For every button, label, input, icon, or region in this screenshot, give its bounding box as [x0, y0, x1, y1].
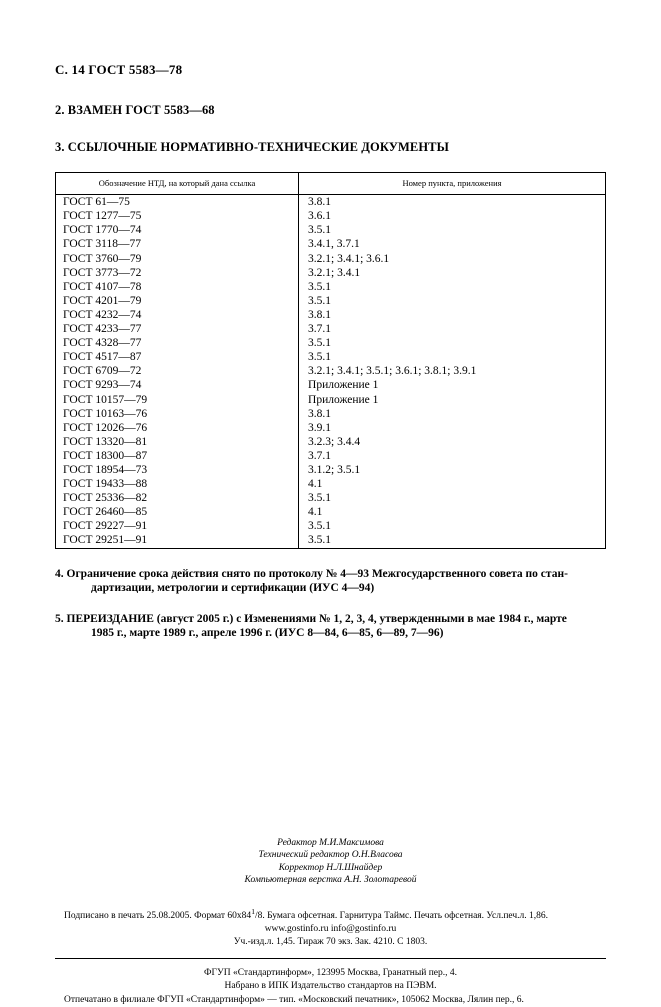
table-cell-ref: Приложение 1 [308, 379, 379, 392]
table-header-row [56, 173, 606, 195]
table-cell-doc: ГОСТ 4233—77 [63, 323, 142, 336]
table-cell-ref: 3.4.1, 3.7.1 [308, 238, 360, 251]
credit-corrector: Корректор Н.Л.Шнайдер [278, 862, 383, 873]
table-column-documents [56, 195, 299, 548]
table-body-row [56, 195, 606, 548]
table-cell-ref: 3.8.1 [308, 308, 332, 321]
table-cell-doc: ГОСТ 1770—74 [63, 224, 142, 237]
table-cell-doc: ГОСТ 9293—74 [63, 379, 142, 392]
publisher-block [55, 967, 606, 1007]
table-cell-doc: ГОСТ 29227—91 [63, 520, 148, 533]
table-cell-ref: 4.1 [308, 478, 323, 491]
imprint-block [55, 905, 606, 949]
table-cell-ref: 3.2.1; 3.4.1 [308, 266, 361, 279]
table-cell-ref: 3.5.1 [308, 294, 332, 307]
reference-documents-table [55, 172, 606, 549]
footer-divider [55, 958, 606, 959]
table-cell-doc: ГОСТ 25336—82 [63, 492, 148, 505]
table-cell-doc: ГОСТ 61—75 [63, 196, 130, 209]
table-cell-ref: 3.2.3; 3.4.4 [308, 435, 361, 448]
table-cell-ref: 3.2.1; 3.4.1; 3.5.1; 3.6.1; 3.8.1; 3.9.1 [308, 365, 477, 378]
table-cell-ref: 3.7.1 [308, 449, 332, 462]
table-cell-doc: ГОСТ 26460—85 [63, 506, 148, 519]
table-cell-ref: 3.5.1 [308, 280, 332, 293]
credit-technical-editor: Технический редактор О.Н.Власова [258, 850, 403, 861]
note-item-4-line-2: дартизации, метрологии и сертификации (ИУС 4—94) [91, 582, 375, 595]
credits-block [55, 837, 606, 887]
table-cell-doc: ГОСТ 1277—75 [63, 210, 142, 223]
table-cell-ref: 3.8.1 [308, 196, 332, 209]
table-cell-doc: ГОСТ 12026—76 [63, 421, 148, 434]
table-cell-doc: ГОСТ 19433—88 [63, 478, 148, 491]
table-cell-ref: 3.7.1 [308, 323, 332, 336]
table-cell-ref: 3.1.2; 3.5.1 [308, 463, 361, 476]
table-body [56, 195, 606, 548]
table-cell-doc: ГОСТ 6709—72 [63, 365, 142, 378]
table-cell-ref: 3.5.1 [308, 520, 332, 533]
table-cell-doc: ГОСТ 18954—73 [63, 463, 148, 476]
table-cell-doc: ГОСТ 3773—72 [63, 266, 142, 279]
imprint-print-suffix: Бумага офсетная. Гарнитура Таймс. Печать офсетная. Усл.печ.л. 1,86. [264, 910, 549, 921]
note-item-5-line-1: 5. ПЕРЕИЗДАНИЕ (август 2005 г.) с Изменениями № 1, 2, 3, 4, утвержденными в мае 1984 г., марте [55, 612, 567, 625]
section-2-heading: 2. ВЗАМЕН ГОСТ 5583—68 [55, 103, 215, 117]
table-cell-ref: 3.5.1 [308, 224, 332, 237]
table-cell-ref: 3.2.1; 3.4.1; 3.6.1 [308, 252, 390, 265]
table-cell-doc: ГОСТ 10163—76 [63, 407, 148, 420]
table-cell-ref: 3.6.1 [308, 210, 332, 223]
table-cell-doc: ГОСТ 4107—78 [63, 280, 142, 293]
publisher-address: ФГУП «Стандартинформ», 123995 Москва, Гранатный пер., 4. [203, 967, 458, 978]
table-header-reference: Номер пункта, приложения [299, 173, 606, 195]
table-header-document: Обозначение НТД, на который дана ссылка [56, 173, 299, 195]
table-cell-doc: ГОСТ 4201—79 [63, 294, 142, 307]
credit-layout: Компьютерная верстка А.Н. Золотаревой [244, 875, 417, 886]
note-item-4 [55, 567, 606, 596]
credit-editor: Редактор М.И.Максимова [277, 837, 384, 848]
table-cell-doc: ГОСТ 13320—81 [63, 435, 148, 448]
publisher-typeset: Набрано в ИПК Издательство стандартов на ПЭВМ. [224, 981, 437, 992]
table-cell-doc: ГОСТ 4517—87 [63, 351, 142, 364]
table-header [56, 173, 606, 195]
table-cell-doc: ГОСТ 3760—79 [63, 252, 142, 265]
table-cell-ref: 4.1 [308, 506, 323, 519]
publisher-printed-by: Отпечатано в филиале ФГУП «Стандартинформ» — тип. «Московский печатник», 105062 Москва, Лялин пер., 6. [64, 994, 524, 1005]
table-column-references [299, 195, 606, 548]
table-cell-doc: ГОСТ 18300—87 [63, 449, 148, 462]
note-item-5 [55, 612, 606, 641]
table-cell-ref: 3.5.1 [308, 337, 332, 350]
table-cell-doc: ГОСТ 29251—91 [63, 534, 148, 547]
note-item-4-line-1: 4. Ограничение срока действия снято по протоколу № 4—93 Межгосударственного совета по стан- [55, 567, 568, 580]
imprint-edition-details: Уч.-изд.л. 1,45. Тираж 70 экз. Зак. 4210. С 1803. [233, 936, 428, 947]
table-cell-ref: 3.5.1 [308, 351, 332, 364]
table-cell-ref: 3.5.1 [308, 492, 332, 505]
table-cell-doc: ГОСТ 4232—74 [63, 308, 142, 321]
section-3-heading: 3. ССЫЛОЧНЫЕ НОРМАТИВНО-ТЕХНИЧЕСКИЕ ДОКУМЕНТЫ [55, 140, 449, 154]
table-cell-doc: ГОСТ 4328—77 [63, 337, 142, 350]
table-cell-ref: 3.5.1 [308, 534, 332, 547]
note-item-5-line-2: 1985 г., марте 1989 г., апреле 1996 г. (ИУС 8—84, 6—85, 6—89, 7—96) [91, 627, 444, 640]
imprint-format-numerator: 1 [251, 906, 255, 916]
table-cell-ref: Приложение 1 [308, 393, 379, 406]
table-cell-ref: 3.9.1 [308, 421, 332, 434]
imprint-print-details [55, 905, 606, 923]
table-cell-ref: 3.8.1 [308, 407, 332, 420]
page-header: С. 14 ГОСТ 5583—78 [55, 62, 183, 77]
table-cell-doc: ГОСТ 3118—77 [63, 238, 141, 251]
imprint-format-denominator: /8. [254, 910, 265, 921]
imprint-print-prefix: Подписано в печать 25.08.2005. Формат 60х84 [64, 910, 252, 921]
imprint-web-contacts[interactable]: www.gostinfo.ru info@gostinfo.ru [264, 923, 397, 934]
table-cell-doc: ГОСТ 10157—79 [63, 393, 148, 406]
